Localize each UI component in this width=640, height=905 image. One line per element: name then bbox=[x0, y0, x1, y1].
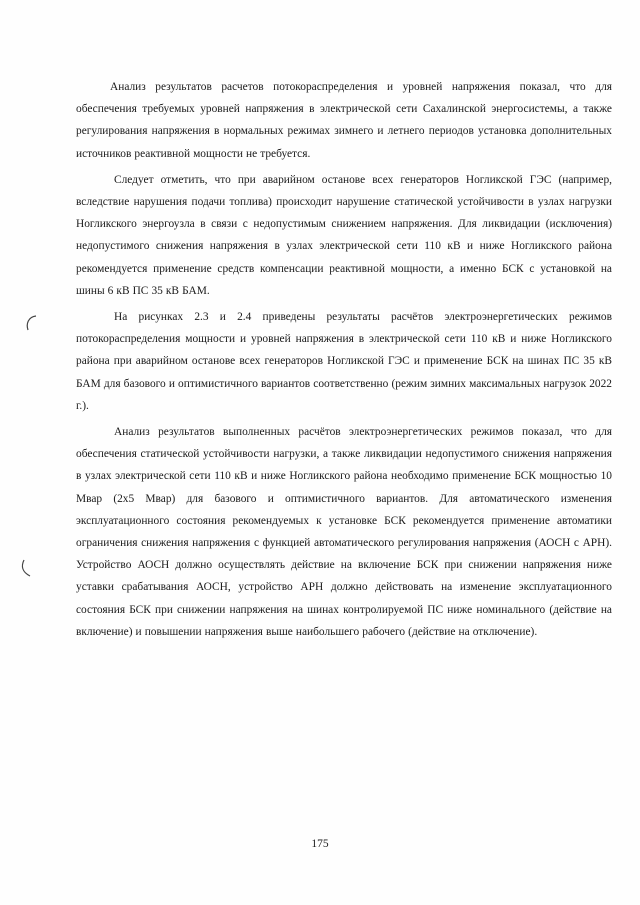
page-number: 175 bbox=[311, 838, 329, 850]
body-text bbox=[76, 76, 612, 647]
paragraph-analysis-summary: Анализ результатов расчетов потокораспределения и уровней напряжения показал, что для обеспечения требуемых уровней напряжения в электрической сети Сахалинской энергосистемы, а также регулирования напряжения в нормальных режимах зимнего и летнего периодов установка дополнительных источников реактивной мощности не требуется. bbox=[76, 81, 612, 160]
binding-hole-mark-top bbox=[24, 314, 38, 336]
paragraph-figures-reference: На рисунках 2.3 и 2.4 приведены результаты расчётов электроэнергетических режимов потокораспределения мощности и уровней напряжения в электрической сети 110 кВ и ниже Ногликского района при аварийном останове всех генераторов Ногликской ГЭС и применение БСК на шинах ПС 35 кВ БАМ для базового и оптимистичного вариантов соответственно (режим зимних максимальных нагрузок 2022 г.). bbox=[76, 311, 612, 412]
paragraph-emergency-shutdown: Следует отметить, что при аварийном останове всех генераторов Ногликской ГЭС (например, вследствие нарушения подачи топлива) происходит нарушение статической устойчивости в узлах нагрузки Ногликского энергоузла в связи с недопустимым снижением напряжения. Для ликвидации (исключения) недопустимого снижения напряжения в узлах электрической сети 110 кВ и ниже Ногликского района рекомендуется применение средств компенсации реактивной мощности, а именно БСК с установкой на шины 6 кВ ПС 35 кВ БАМ. bbox=[76, 173, 612, 297]
binding-hole-mark-bottom bbox=[18, 558, 32, 580]
paragraph-recommendations: Анализ результатов выполненных расчётов электроэнергетических режимов показал, что для обеспечения статической устойчивости нагрузки, а также ликвидации недопустимого снижения напряжения в узлах электрической сети 110 кВ и ниже Ногликского района необходимо применение БСК мощностью 10 Мвар (2х5 Мвар) для базового и оптимистичного вариантов. Для автоматического изменения эксплуатационного состояния рекомендуемых к установке БСК рекомендуется применение автоматики ограничения снижения напряжения с функцией автоматического регулирования напряжения (АОСН с АРН). Устройство АОСН должно осуществлять действие на включение БСК при снижении напряжения ниже уставки срабатывания АОСН, устройство АРН должно действовать на изменение эксплуатационного состояния БСК при снижении напряжения на шинах контролируемой ПС ниже номинального (действие на включение) и повышении напряжения выше наибольшего рабочего (действие на отключение). bbox=[76, 426, 612, 638]
